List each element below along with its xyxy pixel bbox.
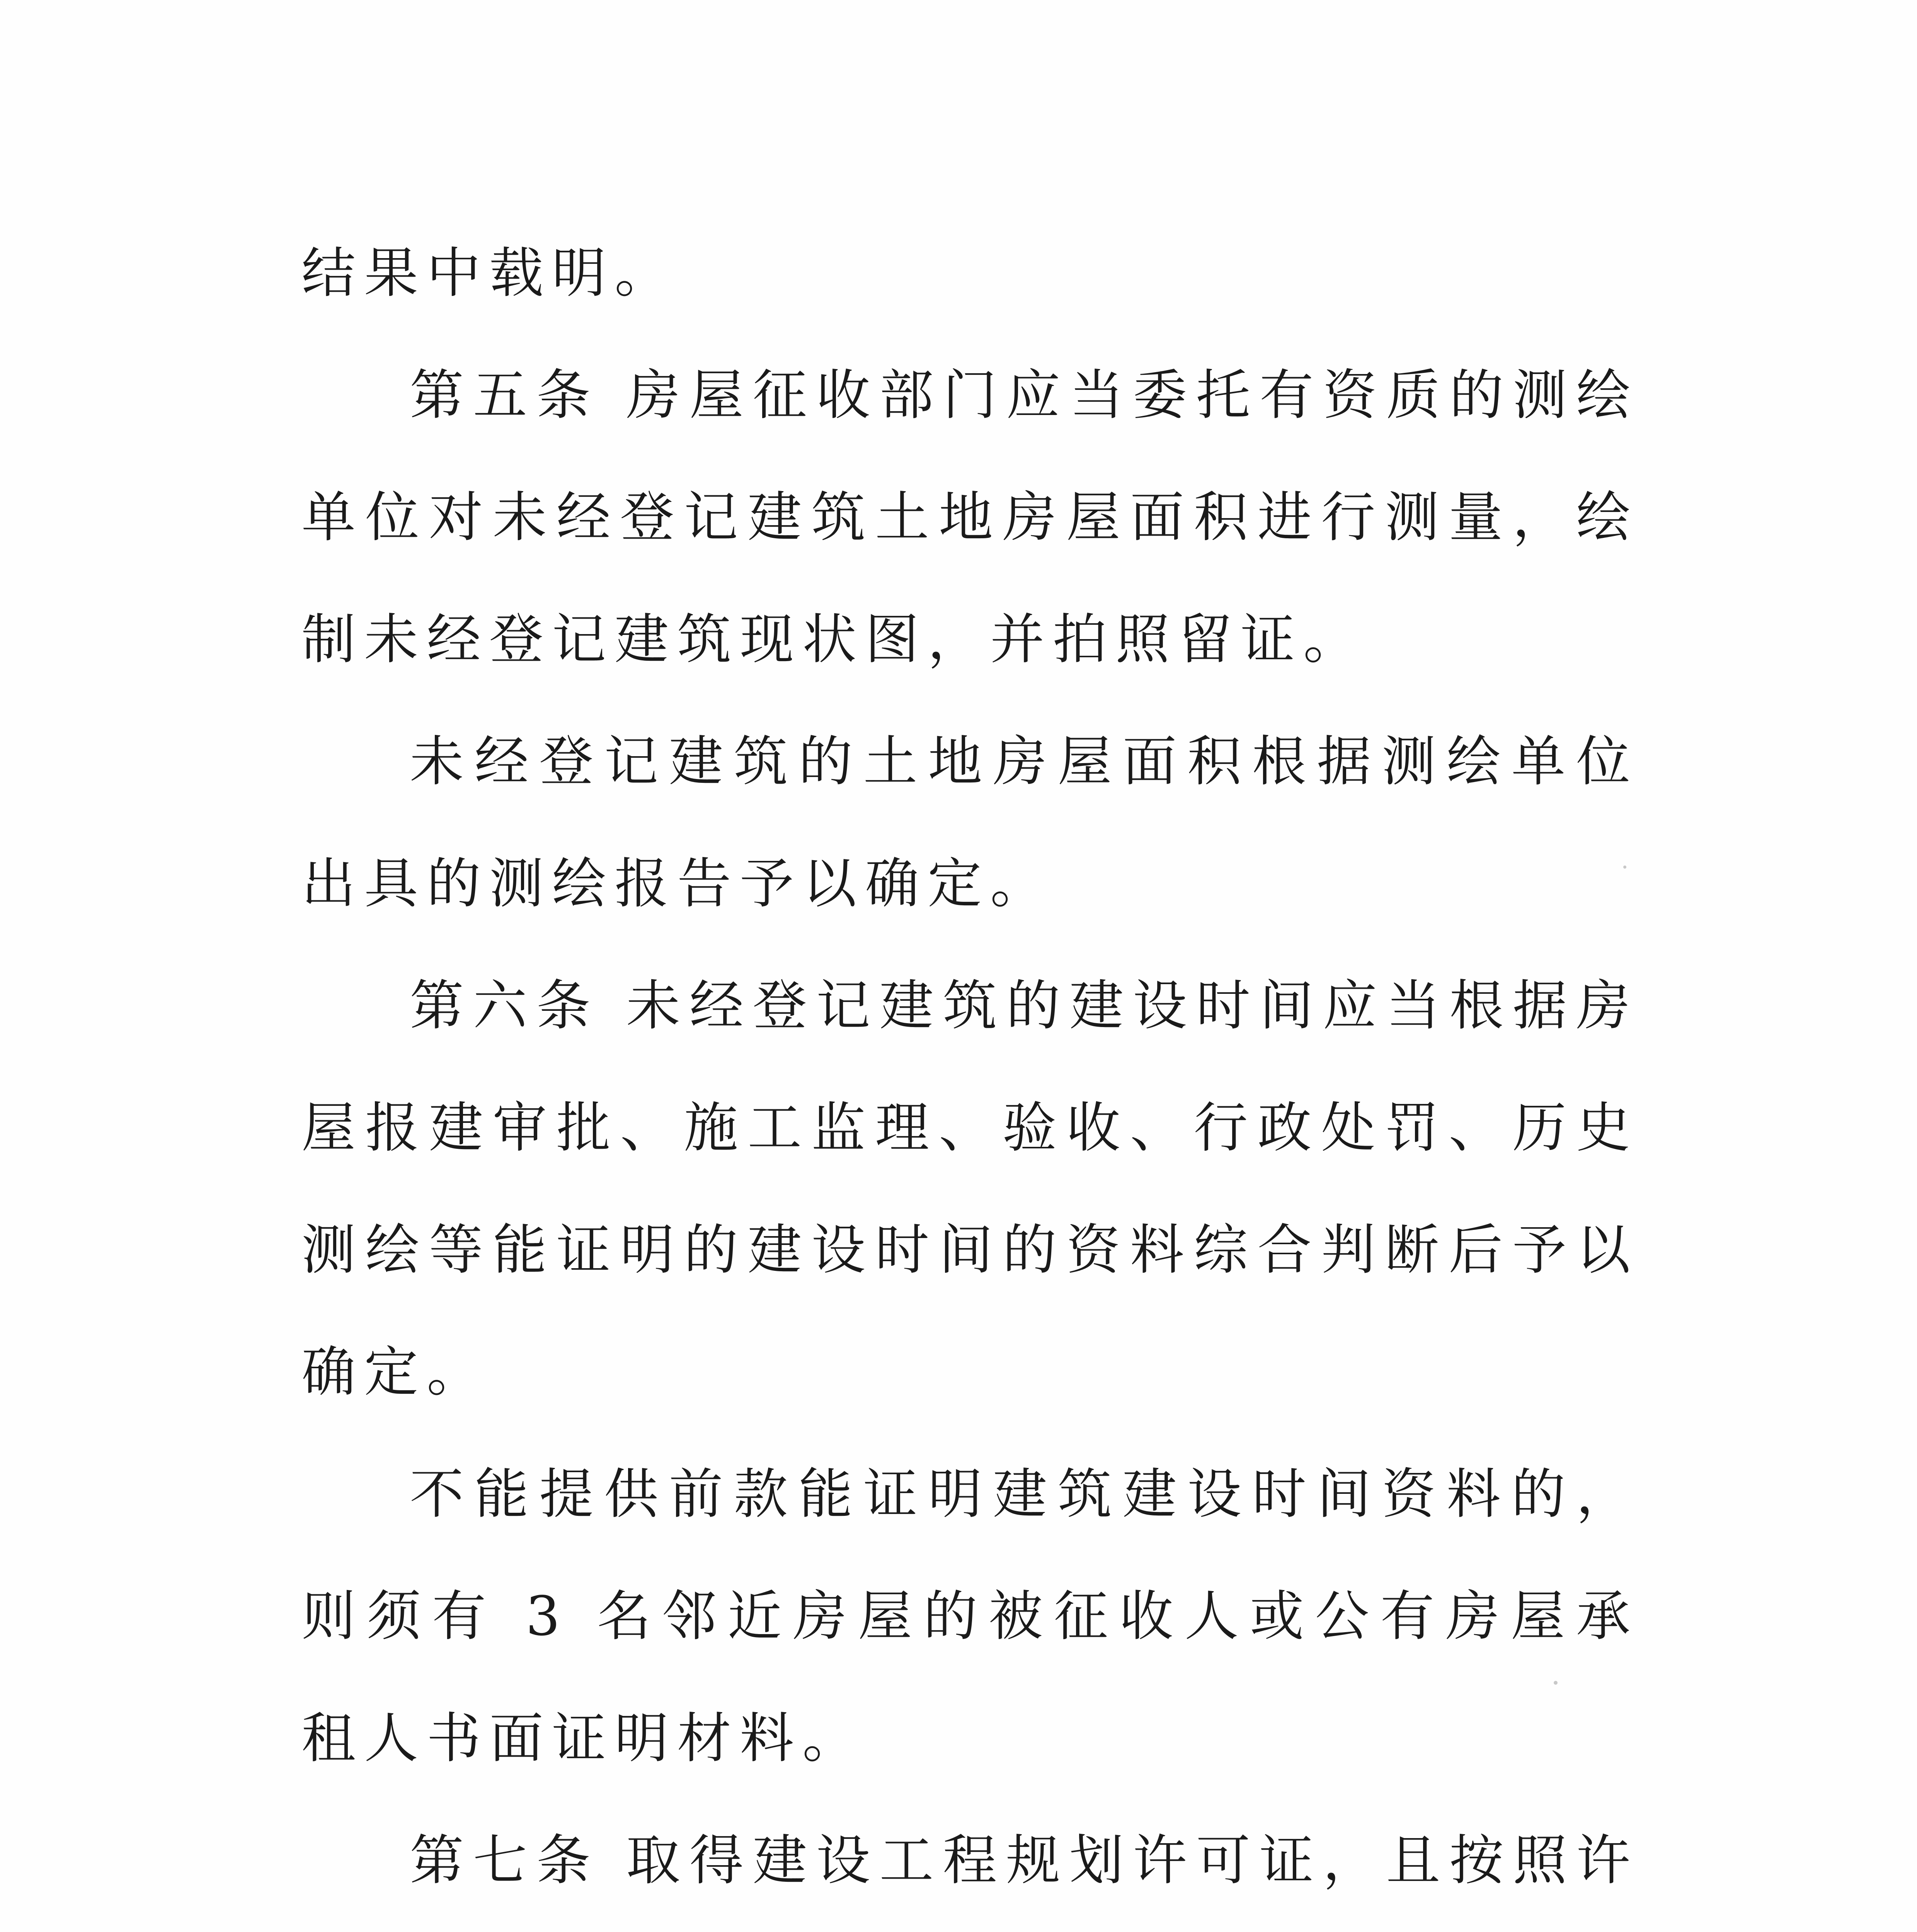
paragraph-continuation: 结果中载明。 <box>301 242 678 305</box>
paragraph-article-7: 第七条 取得建设工程规划许可证，且按照许 <box>410 1829 1639 1892</box>
paragraph-article-5-area: 未经登记建筑的土地房屋面积根据测绘单位出具的测绘报告予以确定。 <box>301 730 1639 915</box>
scan-artifact <box>1623 866 1626 869</box>
document-body <box>301 213 1639 1932</box>
scan-artifact <box>1554 1681 1558 1685</box>
paragraph-article-5: 第五条 房屋征收部门应当委托有资质的测绘单位对未经登记建筑土地房屋面积进行测量，绘制未经登记建筑现状图，并拍照留证。 <box>301 364 1639 671</box>
paragraph-article-6-evidence: 不能提供前款能证明建筑建设时间资料的，则须有 3 名邻近房屋的被征收人或公有房屋承租人书面证明材料。 <box>301 1463 1639 1770</box>
paragraph-article-6: 第六条 未经登记建筑的建设时间应当根据房屋报建审批、施工监理、验收、行政处罚、历史测绘等能证明的建设时间的资料综合判断后予以确定。 <box>301 975 1639 1404</box>
